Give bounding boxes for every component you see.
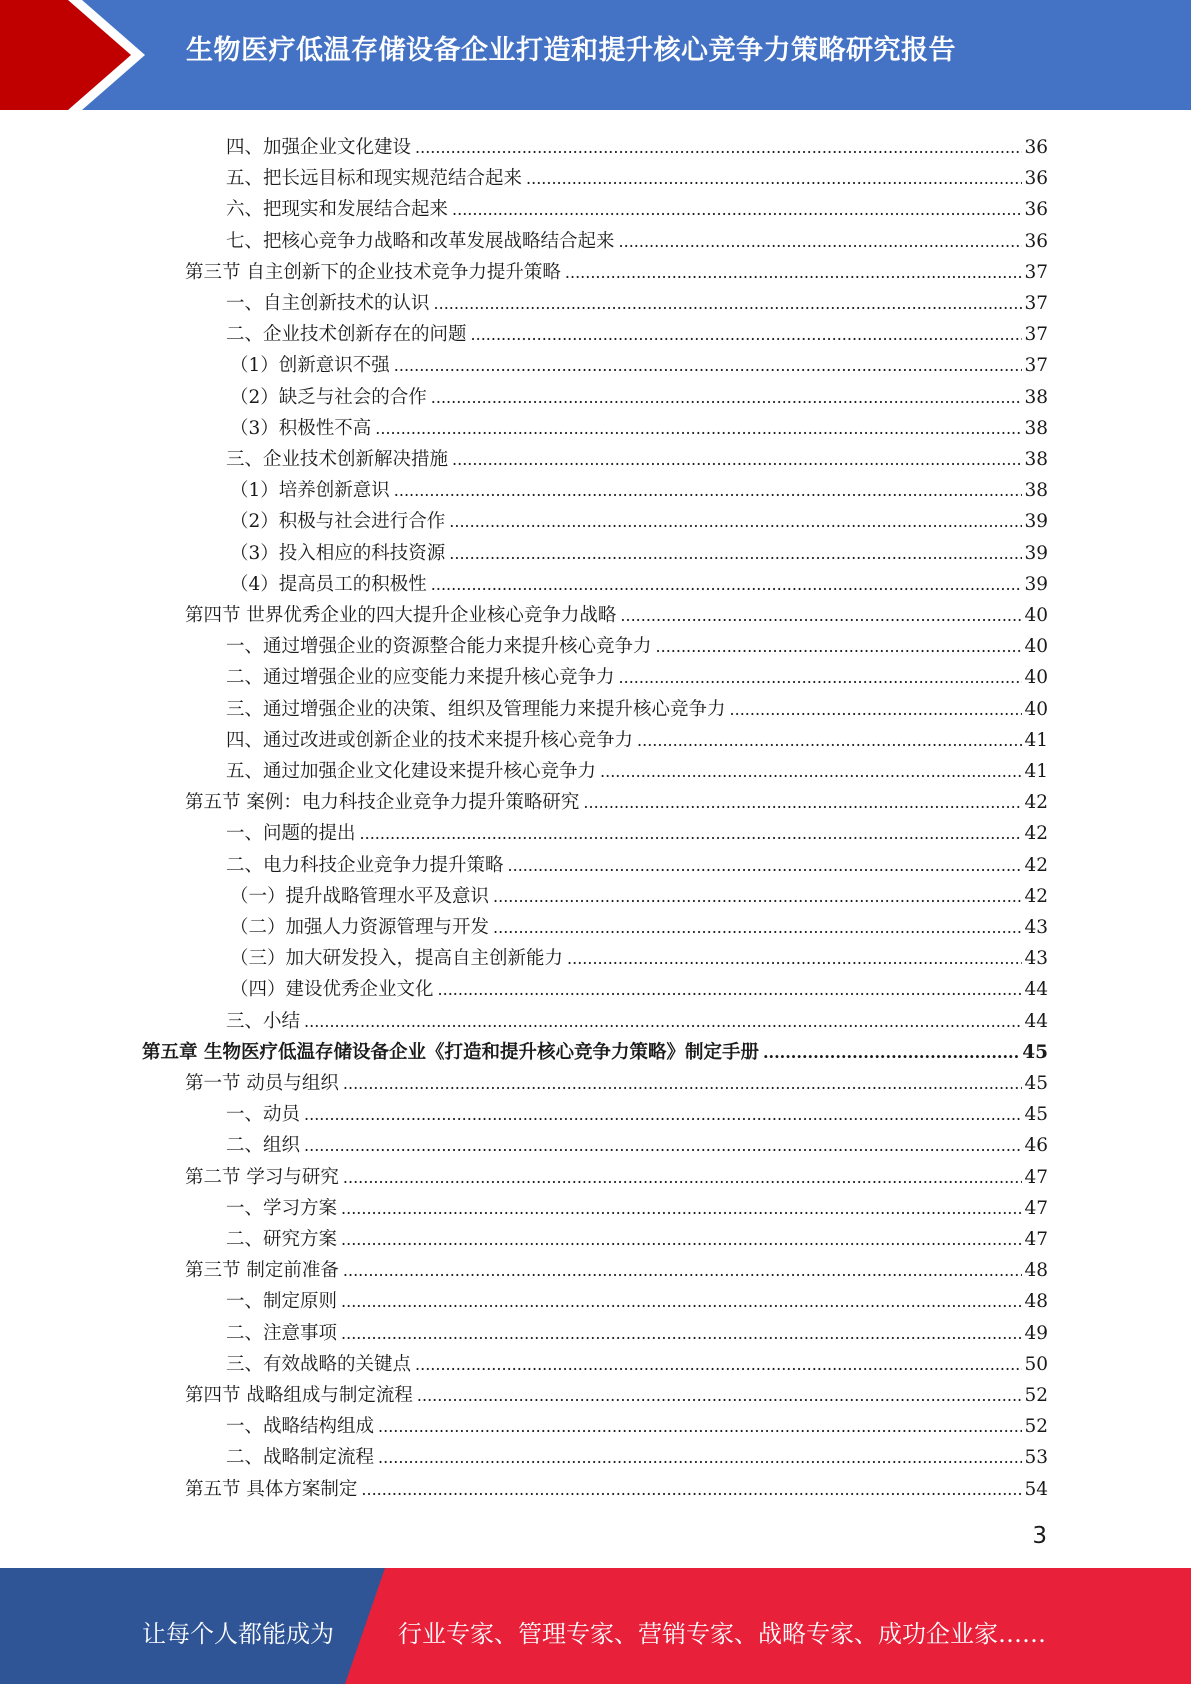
toc-leader-dots xyxy=(565,262,1023,284)
toc-entry-title: 第一节 动员与组织 xyxy=(185,1073,339,1094)
toc-leader-dots xyxy=(341,1323,1022,1345)
toc-entry[interactable] xyxy=(142,1033,1048,1064)
toc-entry-page: 54 xyxy=(1024,1478,1048,1500)
toc-entry-title: 一、学习方案 xyxy=(226,1197,338,1219)
toc-entry-page: 39 xyxy=(1024,511,1048,533)
toc-entry[interactable] xyxy=(230,346,1048,377)
toc-leader-dots xyxy=(378,1447,1022,1469)
toc-entry-title: （1）培养创新意识 xyxy=(230,480,390,502)
toc-entry-title: （二）加强人力资源管理与开发 xyxy=(230,917,490,938)
toc-entry[interactable] xyxy=(230,378,1048,409)
toc-entry-page: 40 xyxy=(1024,605,1048,626)
toc-leader-dots xyxy=(526,168,1022,190)
toc-leader-dots xyxy=(493,917,1022,939)
toc-entry-title: 二、组织 xyxy=(226,1135,301,1157)
toc-entry-title: （三）加大研发投入，提高自主创新能力 xyxy=(230,948,564,970)
toc-entry-title: （1）创新意识不强 xyxy=(230,355,390,377)
toc-leader-dots xyxy=(360,823,1023,845)
toc-entry-title: 一、动员 xyxy=(226,1104,301,1126)
toc-leader-dots xyxy=(434,293,1023,315)
toc-entry[interactable] xyxy=(226,1189,1048,1220)
toc-entry-title: 一、自主创新技术的认识 xyxy=(226,293,430,314)
toc-entry-title: 第五节 案例：电力科技企业竞争力提升策略研究 xyxy=(185,792,580,814)
toc-entry-title: 六、把现实和发展结合起来 xyxy=(226,199,449,221)
toc-entry-page: 39 xyxy=(1024,573,1048,595)
toc-entry-title: 第二节 学习与研究 xyxy=(185,1166,339,1188)
toc-entry[interactable] xyxy=(226,222,1048,253)
toc-entry[interactable] xyxy=(185,596,1048,627)
toc-leader-dots xyxy=(449,511,1022,533)
toc-leader-dots xyxy=(449,543,1022,565)
toc-entry-page: 43 xyxy=(1024,948,1048,970)
toc-entry[interactable] xyxy=(230,939,1048,970)
toc-entry[interactable] xyxy=(226,159,1048,190)
toc-entry[interactable] xyxy=(230,534,1048,565)
toc-entry[interactable] xyxy=(226,128,1048,159)
toc-entry[interactable] xyxy=(226,627,1048,658)
toc-entry[interactable] xyxy=(226,1002,1048,1033)
toc-entry-title: 三、通过增强企业的决策、组织及管理能力来提升核心竞争力 xyxy=(226,698,726,720)
toc-entry-title: 一、通过增强企业的资源整合能力来提升核心竞争力 xyxy=(226,636,652,658)
report-title: 生物医疗低温存储设备企业打造和提升核心竞争力策略研究报告 xyxy=(186,35,956,66)
toc-entry[interactable] xyxy=(185,1251,1048,1282)
toc-entry-page: 36 xyxy=(1024,199,1048,221)
toc-leader-dots xyxy=(394,355,1023,377)
toc-leader-dots xyxy=(637,730,1022,752)
toc-leader-dots xyxy=(730,699,1023,721)
toc-entry-page: 48 xyxy=(1024,1260,1048,1282)
toc-entry[interactable] xyxy=(226,315,1048,346)
toc-entry[interactable] xyxy=(226,190,1048,221)
toc-entry[interactable] xyxy=(226,846,1048,877)
toc-leader-dots xyxy=(567,948,1022,970)
toc-entry-title: （3）积极性不高 xyxy=(230,417,372,439)
toc-entry-title: 第三节 制定前准备 xyxy=(185,1260,339,1282)
toc-leader-dots xyxy=(763,1042,1020,1064)
toc-entry[interactable] xyxy=(226,658,1048,689)
toc-entry-page: 38 xyxy=(1024,417,1048,439)
toc-entry-page: 38 xyxy=(1024,449,1048,470)
toc-entry-page: 41 xyxy=(1024,761,1048,782)
toc-entry-title: 三、有效战略的关键点 xyxy=(226,1353,412,1375)
toc-entry-title: 三、企业技术创新解决措施 xyxy=(226,449,449,470)
toc-leader-dots xyxy=(341,1229,1022,1251)
toc-entry[interactable] xyxy=(230,471,1048,502)
toc-entry[interactable] xyxy=(185,1376,1048,1407)
toc-entry-page: 37 xyxy=(1024,261,1048,283)
toc-entry-title: （2）积极与社会进行合作 xyxy=(230,511,446,533)
toc-entry[interactable] xyxy=(185,1158,1048,1189)
toc-entry-page: 36 xyxy=(1024,230,1048,252)
toc-entry[interactable] xyxy=(230,908,1048,939)
toc-entry-page: 52 xyxy=(1024,1416,1048,1438)
toc-entry-title: 五、把长远目标和现实规范结合起来 xyxy=(226,168,523,190)
toc-leader-dots xyxy=(394,480,1023,502)
toc-entry-title: 二、战略制定流程 xyxy=(226,1447,375,1469)
toc-entry-page: 42 xyxy=(1024,885,1048,907)
toc-leader-dots xyxy=(378,1416,1022,1438)
toc-entry-page: 37 xyxy=(1024,324,1048,346)
toc-entry[interactable] xyxy=(226,1282,1048,1313)
toc-entry-page: 43 xyxy=(1024,917,1048,938)
toc-leader-dots xyxy=(343,1073,1023,1095)
toc-leader-dots xyxy=(304,1011,1022,1033)
toc-entry-page: 45 xyxy=(1024,1073,1048,1094)
toc-leader-dots xyxy=(620,605,1022,627)
toc-leader-dots xyxy=(583,792,1022,814)
toc-entry[interactable] xyxy=(230,502,1048,533)
toc-leader-dots xyxy=(438,979,1023,1001)
toc-entry[interactable] xyxy=(185,1064,1048,1095)
toc-entry-title: 四、通过改进或创新企业的技术来提升核心竞争力 xyxy=(226,729,634,751)
toc-entry-page: 52 xyxy=(1024,1385,1048,1406)
toc-entry-page: 36 xyxy=(1024,137,1048,158)
toc-leader-dots xyxy=(341,1291,1022,1313)
toc-entry-title: 第五章 生物医疗低温存储设备企业《打造和提升核心竞争力策略》制定手册 xyxy=(142,1041,759,1063)
toc-leader-dots xyxy=(417,1385,1023,1407)
toc-entry-title: 第三节 自主创新下的企业技术竞争力提升策略 xyxy=(185,261,561,283)
toc-entry-title: 二、通过增强企业的应变能力来提升核心竞争力 xyxy=(226,667,615,689)
toc-leader-dots xyxy=(431,574,1023,596)
toc-entry-title: 一、战略结构组成 xyxy=(226,1416,375,1438)
toc-leader-dots xyxy=(508,855,1023,877)
toc-entry[interactable] xyxy=(230,565,1048,596)
toc-entry[interactable] xyxy=(226,284,1048,315)
toc-entry[interactable] xyxy=(226,1095,1048,1126)
toc-entry[interactable] xyxy=(226,690,1048,721)
toc-entry-title: 一、问题的提出 xyxy=(226,823,356,845)
toc-entry-title: 二、注意事项 xyxy=(226,1322,338,1344)
toc-entry-page: 40 xyxy=(1024,667,1048,689)
toc-entry-page: 50 xyxy=(1024,1353,1048,1375)
toc-leader-dots xyxy=(415,137,1022,159)
toc-entry-page: 44 xyxy=(1024,1010,1048,1032)
toc-entry-page: 45 xyxy=(1024,1104,1048,1126)
toc-entry-page: 45 xyxy=(1022,1041,1048,1063)
toc-leader-dots xyxy=(452,449,1022,471)
toc-entry-page: 40 xyxy=(1024,698,1048,720)
toc-leader-dots xyxy=(361,1479,1022,1501)
toc-entry-page: 47 xyxy=(1024,1166,1048,1188)
toc-entry[interactable] xyxy=(226,721,1048,752)
toc-entry[interactable] xyxy=(226,1220,1048,1251)
footer-slogan-right: 行业专家、管理专家、营销专家、战略专家、成功企业家…… xyxy=(398,1620,1046,1648)
toc-entry-page: 49 xyxy=(1024,1322,1048,1344)
toc-leader-dots xyxy=(343,1260,1023,1282)
toc-entry[interactable] xyxy=(226,814,1048,845)
page-footer xyxy=(0,1568,1191,1684)
toc-entry-page: 38 xyxy=(1024,480,1048,502)
toc-leader-dots xyxy=(375,418,1022,440)
toc-entry-title: 二、企业技术创新存在的问题 xyxy=(226,324,467,346)
toc-entry-title: 五、通过加强企业文化建设来提升核心竞争力 xyxy=(226,761,597,782)
toc-entry-title: 二、电力科技企业竞争力提升策略 xyxy=(226,854,504,876)
toc-leader-dots xyxy=(471,324,1023,346)
toc-entry[interactable] xyxy=(230,970,1048,1001)
toc-entry[interactable] xyxy=(226,1126,1048,1157)
toc-leader-dots xyxy=(304,1104,1022,1126)
toc-entry-page: 53 xyxy=(1024,1447,1048,1469)
toc-entry-title: （4）提高员工的积极性 xyxy=(230,573,427,595)
toc-entry-page: 44 xyxy=(1024,979,1048,1001)
toc-entry[interactable] xyxy=(226,1407,1048,1438)
toc-leader-dots xyxy=(415,1354,1022,1376)
toc-entry-title: 七、把核心竞争力战略和改革发展战略结合起来 xyxy=(226,230,615,252)
page-header xyxy=(0,0,1191,110)
toc-leader-dots xyxy=(452,199,1022,221)
toc-entry[interactable] xyxy=(230,877,1048,908)
toc-entry[interactable] xyxy=(185,1470,1048,1501)
toc-entry-title: 第四节 战略组成与制定流程 xyxy=(185,1385,413,1406)
toc-entry-title: 一、制定原则 xyxy=(226,1291,338,1313)
toc-entry-page: 38 xyxy=(1024,386,1048,408)
toc-entry[interactable] xyxy=(185,783,1048,814)
toc-entry-page: 47 xyxy=(1024,1197,1048,1219)
toc-leader-dots xyxy=(343,1167,1023,1189)
toc-entry-title: 四、加强企业文化建设 xyxy=(226,137,412,158)
toc-entry[interactable] xyxy=(226,752,1048,783)
toc-entry[interactable] xyxy=(226,1345,1048,1376)
toc-entry-page: 41 xyxy=(1024,729,1048,751)
toc-entry-title: （四）建设优秀企业文化 xyxy=(230,979,434,1001)
footer-slogan-left: 让每个人都能成为 xyxy=(142,1620,334,1648)
toc-entry-page: 36 xyxy=(1024,168,1048,190)
toc-entry[interactable] xyxy=(226,440,1048,471)
toc-leader-dots xyxy=(656,636,1023,658)
toc-entry-title: 第四节 世界优秀企业的四大提升企业核心竞争力战略 xyxy=(185,605,617,626)
toc-leader-dots xyxy=(341,1198,1022,1220)
toc-entry-title: （一）提升战略管理水平及意识 xyxy=(230,885,490,907)
toc-entry-page: 46 xyxy=(1024,1135,1048,1157)
toc-entry-title: 第五节 具体方案制定 xyxy=(185,1478,358,1500)
toc-entry-page: 42 xyxy=(1024,792,1048,814)
toc-entry-page: 42 xyxy=(1024,823,1048,845)
toc-entry[interactable] xyxy=(226,1438,1048,1469)
toc-entry-title: 二、研究方案 xyxy=(226,1229,338,1250)
toc-entry-title: 三、小结 xyxy=(226,1010,301,1032)
toc-entry[interactable] xyxy=(226,1314,1048,1345)
toc-entry-page: 37 xyxy=(1024,355,1048,377)
toc-entry-page: 48 xyxy=(1024,1291,1048,1313)
toc-entry-page: 40 xyxy=(1024,636,1048,658)
toc-leader-dots xyxy=(431,387,1023,409)
toc-entry[interactable] xyxy=(230,409,1048,440)
toc-entry-page: 42 xyxy=(1024,854,1048,876)
toc-leader-dots xyxy=(619,231,1023,253)
toc-entry-title: （2）缺乏与社会的合作 xyxy=(230,386,427,408)
page-number: 3 xyxy=(1032,1523,1047,1549)
toc-entry-page: 37 xyxy=(1024,293,1048,314)
toc-entry-page: 39 xyxy=(1024,542,1048,564)
toc-leader-dots xyxy=(619,667,1023,689)
toc-leader-dots xyxy=(600,761,1022,783)
toc-leader-dots xyxy=(304,1135,1022,1157)
toc-entry-page: 47 xyxy=(1024,1229,1048,1250)
toc-entry[interactable] xyxy=(185,253,1048,284)
toc-entry-title: （3）投入相应的科技资源 xyxy=(230,542,446,564)
toc-leader-dots xyxy=(493,886,1022,908)
